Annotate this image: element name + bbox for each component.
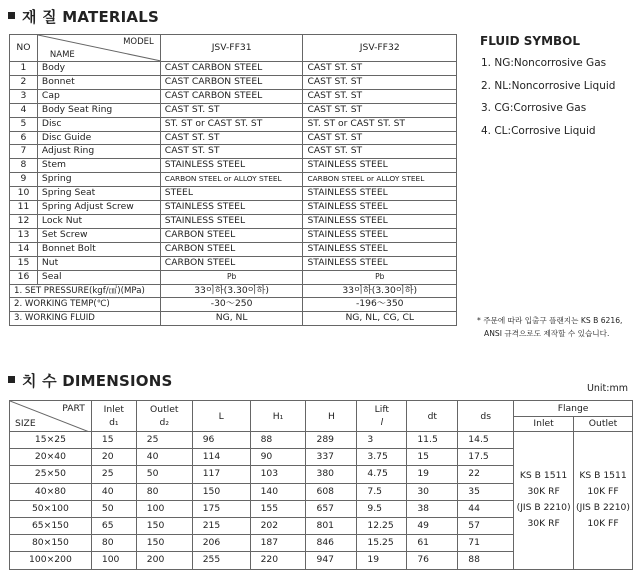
l-cell: 117 xyxy=(192,466,250,483)
model-jsv-ff31: JSV-FF31 xyxy=(160,35,303,62)
dt-header: dt xyxy=(407,401,458,432)
part-number: 12 xyxy=(10,214,38,228)
spec-jsv-ff32: 33이하(3.30이하) xyxy=(303,284,457,298)
materials-title-en: MATERIALS xyxy=(62,8,160,26)
part-name: Body Seat Ring xyxy=(37,103,160,117)
note-line-2: ANSI 규격으로도 제작할 수 있습니다. xyxy=(484,329,610,338)
material-jsv-ff32: CAST ST. ST xyxy=(303,89,457,103)
size-cell: 80×150 xyxy=(10,535,92,552)
materials-title xyxy=(8,6,159,27)
outlet-d2-cell: 100 xyxy=(136,500,192,517)
part-name: Adjust Ring xyxy=(37,145,160,159)
dimensions-title-ko: 치 수 xyxy=(22,372,57,390)
material-jsv-ff31: CARBON STEEL xyxy=(160,228,303,242)
h1-cell: 88 xyxy=(250,432,306,449)
h-cell: 380 xyxy=(306,466,357,483)
part-name: Body xyxy=(37,62,160,76)
material-jsv-ff31: STAINLESS STEEL xyxy=(160,201,303,215)
size-cell: 15×25 xyxy=(10,432,92,449)
lift-header xyxy=(357,401,407,432)
lift-cell: 12.25 xyxy=(357,518,407,535)
lift-label: Lift xyxy=(374,404,390,415)
l-cell: 96 xyxy=(192,432,250,449)
material-row xyxy=(10,131,457,145)
flange-note xyxy=(477,314,622,340)
flange-outlet-spec xyxy=(574,432,633,570)
material-row xyxy=(10,75,457,89)
outlet-d2-cell: 40 xyxy=(136,449,192,466)
flange-spec-line: KS B 1511 xyxy=(579,470,627,482)
size-cell: 50×100 xyxy=(10,500,92,517)
ds-cell: 88 xyxy=(458,552,514,569)
flange-spec-line: KS B 1511 xyxy=(519,470,568,482)
part-number: 7 xyxy=(10,145,38,159)
flange-spec-line: 30K RF xyxy=(527,486,560,498)
part-name: Stem xyxy=(37,159,160,173)
dimensions-title-en: DIMENSIONS xyxy=(62,372,173,390)
l-cell: 215 xyxy=(192,518,250,535)
h-header: H xyxy=(306,401,357,432)
size-cell: 100×200 xyxy=(10,552,92,569)
material-jsv-ff32: STAINLESS STEEL xyxy=(303,159,457,173)
material-jsv-ff31: STAINLESS STEEL xyxy=(160,159,303,173)
l-header: L xyxy=(192,401,250,432)
flange-outlet-header: Outlet xyxy=(574,416,633,432)
part-name: Set Screw xyxy=(37,228,160,242)
flange-spec-line: (JIS B 2210) xyxy=(576,502,630,514)
h-cell: 657 xyxy=(306,500,357,517)
material-row xyxy=(10,256,457,270)
inlet-d1-cell: 25 xyxy=(91,466,136,483)
part-label: PART xyxy=(62,403,85,414)
material-row xyxy=(10,187,457,201)
model-label: MODEL xyxy=(123,37,154,47)
part-number: 3 xyxy=(10,89,38,103)
ds-cell: 71 xyxy=(458,535,514,552)
h-cell: 608 xyxy=(306,483,357,500)
spec-row xyxy=(10,298,457,312)
part-name: Seal xyxy=(37,270,160,284)
flange-header: Flange xyxy=(514,401,633,417)
h-cell: 801 xyxy=(306,518,357,535)
flange-spec-line: 10K FF xyxy=(587,486,619,498)
material-row xyxy=(10,270,457,284)
l-cell: 114 xyxy=(192,449,250,466)
spec-jsv-ff31: NG, NL xyxy=(160,312,303,326)
dt-cell: 61 xyxy=(407,535,458,552)
size-cell: 20×40 xyxy=(10,449,92,466)
ds-cell: 14.5 xyxy=(458,432,514,449)
h1-cell: 103 xyxy=(250,466,306,483)
material-jsv-ff31: Pb xyxy=(160,270,303,284)
material-jsv-ff32: STAINLESS STEEL xyxy=(303,242,457,256)
dt-cell: 11.5 xyxy=(407,432,458,449)
material-row xyxy=(10,201,457,215)
part-number: 10 xyxy=(10,187,38,201)
material-jsv-ff32: CARBON STEEL or ALLOY STEEL xyxy=(303,173,457,187)
lift-cell: 7.5 xyxy=(357,483,407,500)
flange-inlet-header: Inlet xyxy=(514,416,574,432)
part-number: 4 xyxy=(10,103,38,117)
l-cell: 206 xyxy=(192,535,250,552)
h-cell: 947 xyxy=(306,552,357,569)
dt-cell: 15 xyxy=(407,449,458,466)
part-name: Disc xyxy=(37,117,160,131)
fluid-symbol-item: 2. NL:Noncorrosive Liquid xyxy=(481,80,616,92)
inlet-label: Inlet xyxy=(103,404,124,415)
flange-spec-line: (JIS B 2210) xyxy=(516,502,571,514)
ds-cell: 44 xyxy=(458,500,514,517)
material-jsv-ff31: CAST ST. ST xyxy=(160,103,303,117)
part-number: 16 xyxy=(10,270,38,284)
lift-cell: 9.5 xyxy=(357,500,407,517)
h1-cell: 202 xyxy=(250,518,306,535)
part-name: Spring Seat xyxy=(37,187,160,201)
material-jsv-ff31: CAST CARBON STEEL xyxy=(160,89,303,103)
flange-spec-line: 30K RF xyxy=(527,518,560,530)
outlet-d2-cell: 150 xyxy=(136,535,192,552)
inlet-header xyxy=(91,401,136,432)
material-jsv-ff31: CAST CARBON STEEL xyxy=(160,62,303,76)
part-number: 14 xyxy=(10,242,38,256)
size-cell: 40×80 xyxy=(10,483,92,500)
part-name: Cap xyxy=(37,89,160,103)
fluid-symbol-item: 4. CL:Corrosive Liquid xyxy=(481,125,596,137)
bullet-square-icon xyxy=(8,12,15,19)
material-jsv-ff31: CAST ST. ST xyxy=(160,145,303,159)
name-label: NAME xyxy=(49,50,75,60)
materials-title-ko: 재 질 xyxy=(22,8,57,26)
material-jsv-ff32: STAINLESS STEEL xyxy=(303,256,457,270)
material-row xyxy=(10,228,457,242)
fluid-symbol-title: FLUID SYMBOL xyxy=(480,34,581,48)
h1-cell: 90 xyxy=(250,449,306,466)
size-cell: 25×50 xyxy=(10,466,92,483)
l-cell: 255 xyxy=(192,552,250,569)
ds-cell: 22 xyxy=(458,466,514,483)
inlet-symbol: d₁ xyxy=(109,417,119,428)
part-number: 5 xyxy=(10,117,38,131)
spec-label: 1. SET PRESSURE(kgf/㎠)(MPa) xyxy=(10,284,161,298)
part-name: Nut xyxy=(37,256,160,270)
inlet-d1-cell: 40 xyxy=(91,483,136,500)
material-jsv-ff31: STAINLESS STEEL xyxy=(160,214,303,228)
model-jsv-ff32: JSV-FF32 xyxy=(303,35,457,62)
h-cell: 289 xyxy=(306,432,357,449)
materials-table xyxy=(9,34,457,326)
h1-cell: 220 xyxy=(250,552,306,569)
part-name: Spring Adjust Screw xyxy=(37,201,160,215)
material-row xyxy=(10,117,457,131)
spec-label: 3. WORKING FLUID xyxy=(10,312,161,326)
material-jsv-ff32: STAINLESS STEEL xyxy=(303,228,457,242)
spec-row xyxy=(10,312,457,326)
flange-spec-line: 10K FF xyxy=(587,518,619,530)
flange-inlet-spec xyxy=(514,432,574,570)
material-jsv-ff31: CAST ST. ST xyxy=(160,131,303,145)
outlet-d2-cell: 50 xyxy=(136,466,192,483)
ds-cell: 17.5 xyxy=(458,449,514,466)
dimensions-table xyxy=(9,400,633,570)
bullet-square-icon xyxy=(8,376,15,383)
part-number: 6 xyxy=(10,131,38,145)
outlet-header xyxy=(136,401,192,432)
material-jsv-ff31: CARBON STEEL xyxy=(160,242,303,256)
ds-header: ds xyxy=(458,401,514,432)
material-row xyxy=(10,159,457,173)
fluid-symbol-item: 3. CG:Corrosive Gas xyxy=(481,102,587,114)
outlet-d2-cell: 200 xyxy=(136,552,192,569)
dimensions-header-row xyxy=(10,401,633,417)
material-row xyxy=(10,103,457,117)
part-name: Spring xyxy=(37,173,160,187)
material-row xyxy=(10,214,457,228)
model-name-header xyxy=(37,35,160,62)
spec-jsv-ff31: 33이하(3.30이하) xyxy=(160,284,303,298)
outlet-d2-cell: 80 xyxy=(136,483,192,500)
h1-header: H₁ xyxy=(250,401,306,432)
spec-label: 2. WORKING TEMP(℃) xyxy=(10,298,161,312)
part-name: Bonnet Bolt xyxy=(37,242,160,256)
ds-cell: 57 xyxy=(458,518,514,535)
dt-cell: 30 xyxy=(407,483,458,500)
material-jsv-ff32: CAST ST. ST xyxy=(303,75,457,89)
lift-cell: 3 xyxy=(357,432,407,449)
part-name: Lock Nut xyxy=(37,214,160,228)
material-jsv-ff32: STAINLESS STEEL xyxy=(303,201,457,215)
inlet-d1-cell: 80 xyxy=(91,535,136,552)
part-number: 13 xyxy=(10,228,38,242)
h1-cell: 187 xyxy=(250,535,306,552)
outlet-symbol: d₂ xyxy=(159,417,169,428)
outlet-d2-cell: 150 xyxy=(136,518,192,535)
part-name: Disc Guide xyxy=(37,131,160,145)
lift-cell: 19 xyxy=(357,552,407,569)
l-cell: 150 xyxy=(192,483,250,500)
l-cell: 175 xyxy=(192,500,250,517)
material-jsv-ff32: ST. ST or CAST ST. ST xyxy=(303,117,457,131)
ds-cell: 35 xyxy=(458,483,514,500)
material-row xyxy=(10,173,457,187)
lift-cell: 15.25 xyxy=(357,535,407,552)
part-number: 1 xyxy=(10,62,38,76)
outlet-label: Outlet xyxy=(150,404,179,415)
dimension-row xyxy=(10,432,633,449)
material-jsv-ff32: STAINLESS STEEL xyxy=(303,214,457,228)
material-jsv-ff32: CAST ST. ST xyxy=(303,103,457,117)
part-number: 15 xyxy=(10,256,38,270)
note-line-1: * 주문에 따라 입출구 플랜지는 KS B 6216, xyxy=(477,316,623,325)
part-size-header xyxy=(10,401,92,432)
dt-cell: 38 xyxy=(407,500,458,517)
material-jsv-ff32: CAST ST. ST xyxy=(303,62,457,76)
h1-cell: 140 xyxy=(250,483,306,500)
lift-cell: 4.75 xyxy=(357,466,407,483)
material-jsv-ff31: CARBON STEEL or ALLOY STEEL xyxy=(160,173,303,187)
spec-jsv-ff32: -196～350 xyxy=(303,298,457,312)
inlet-d1-cell: 20 xyxy=(91,449,136,466)
inlet-d1-cell: 15 xyxy=(91,432,136,449)
lift-cell: 3.75 xyxy=(357,449,407,466)
h1-cell: 155 xyxy=(250,500,306,517)
material-jsv-ff32: CAST ST. ST xyxy=(303,145,457,159)
inlet-d1-cell: 50 xyxy=(91,500,136,517)
material-jsv-ff31: ST. ST or CAST ST. ST xyxy=(160,117,303,131)
spec-jsv-ff31: -30～250 xyxy=(160,298,303,312)
dimensions-title xyxy=(8,370,173,391)
dt-cell: 49 xyxy=(407,518,458,535)
material-jsv-ff31: STEEL xyxy=(160,187,303,201)
lift-symbol: l xyxy=(380,417,384,428)
part-number: 8 xyxy=(10,159,38,173)
material-row xyxy=(10,145,457,159)
size-cell: 65×150 xyxy=(10,518,92,535)
inlet-d1-cell: 100 xyxy=(91,552,136,569)
size-label: SIZE xyxy=(15,418,36,429)
material-row xyxy=(10,62,457,76)
material-jsv-ff32: Pb xyxy=(303,270,457,284)
material-jsv-ff31: CAST CARBON STEEL xyxy=(160,75,303,89)
part-number: 11 xyxy=(10,201,38,215)
spec-jsv-ff32: NG, NL, CG, CL xyxy=(303,312,457,326)
materials-header-row xyxy=(10,35,457,62)
h-cell: 337 xyxy=(306,449,357,466)
part-number: 9 xyxy=(10,173,38,187)
dt-cell: 76 xyxy=(407,552,458,569)
part-number: 2 xyxy=(10,75,38,89)
outlet-d2-cell: 25 xyxy=(136,432,192,449)
inlet-d1-cell: 65 xyxy=(91,518,136,535)
material-jsv-ff32: CAST ST. ST xyxy=(303,131,457,145)
spec-row xyxy=(10,284,457,298)
material-jsv-ff31: CARBON STEEL xyxy=(160,256,303,270)
no-header: NO xyxy=(10,35,38,62)
dt-cell: 19 xyxy=(407,466,458,483)
material-jsv-ff32: STAINLESS STEEL xyxy=(303,187,457,201)
fluid-symbol-item: 1. NG:Noncorrosive Gas xyxy=(481,57,607,69)
material-row xyxy=(10,242,457,256)
h-cell: 846 xyxy=(306,535,357,552)
unit-label: Unit:mm xyxy=(586,383,628,394)
material-row xyxy=(10,89,457,103)
part-name: Bonnet xyxy=(37,75,160,89)
